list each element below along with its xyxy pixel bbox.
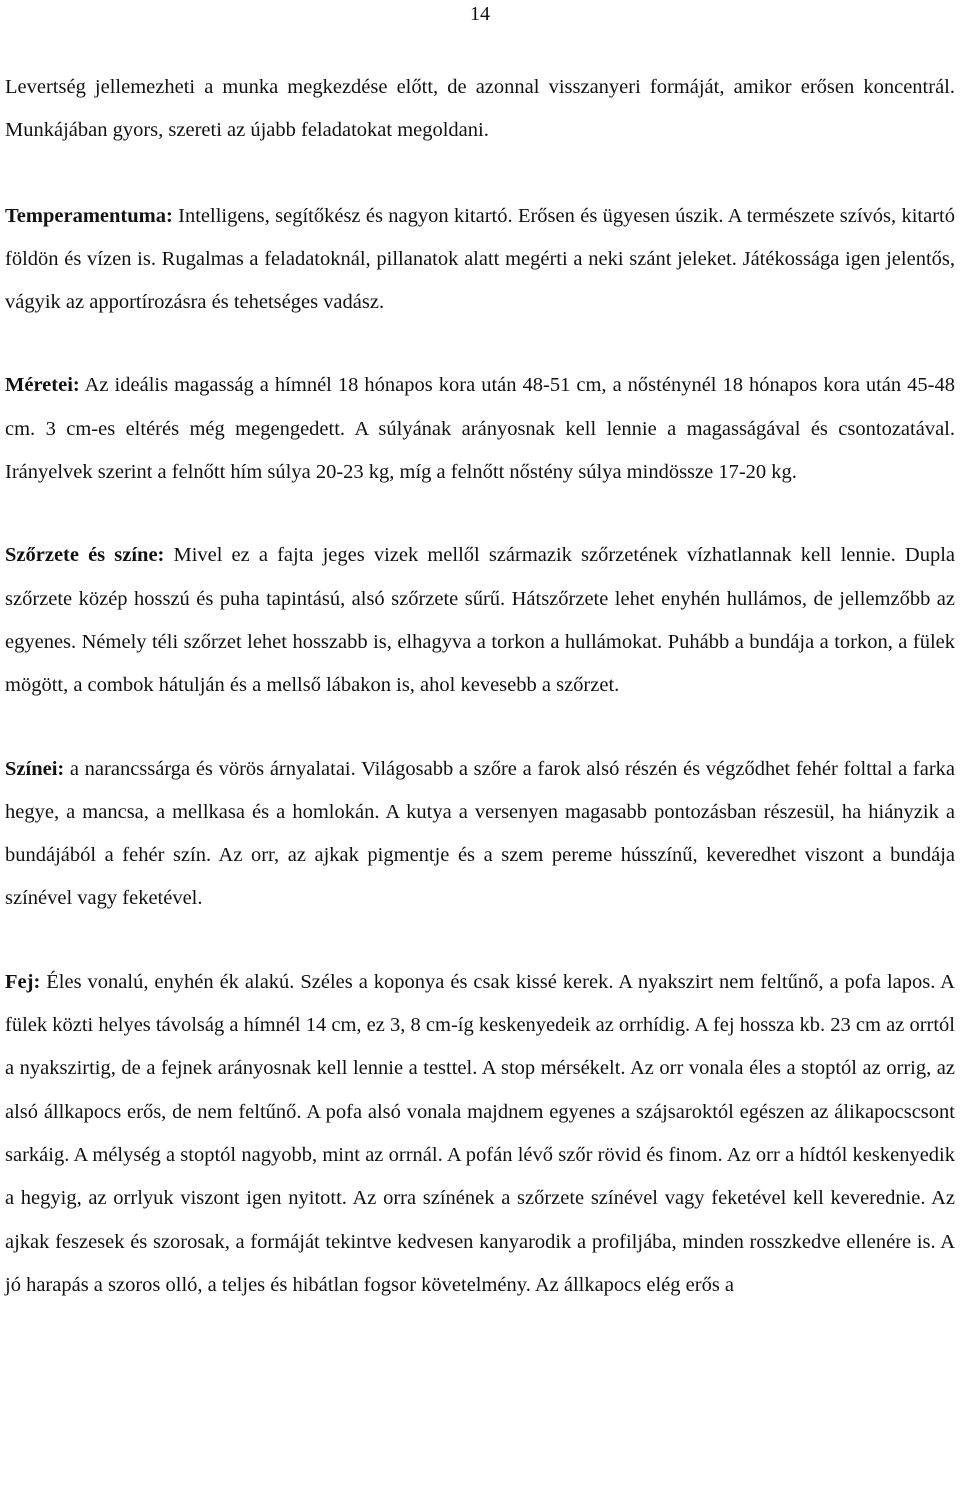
document-body	[5, 66, 955, 1307]
heading-coat: Szőrzete és színe:	[5, 544, 165, 567]
heading-temperament: Temperamentuma:	[5, 204, 173, 227]
paragraph-dimensions	[5, 364, 955, 494]
paragraph-intro-text: Levertség jellemezheti a munka megkezdése előtt, de azonnal visszanyeri formáját, amikor erősen koncentrál. Munkájában gyors, szereti az újabb feladatokat megoldani.	[5, 76, 955, 142]
paragraph-coat-text: Mivel ez a fajta jeges vizek mellől származik szőrzetének vízhatlannak kell lennie. Dupla szőrzete közép hosszú és puha tapintású, alsó szőrzete sűrű. Hátszőrzete lehet enyhén hullámos, de jellemzőbb az egyenes. Némely téli szőrzet lehet hosszabb is, elhagyva a torkon a hullámokat. Puhább a bundája a torkon, a fülek mögött, a combok hátulján és a mellső lábakon is, ahol kevesebb a szőrzet.	[5, 544, 955, 697]
paragraph-head	[5, 961, 955, 1307]
paragraph-head-text: Éles vonalú, enyhén ék alakú. Széles a koponya és csak kissé kerek. A nyakszirt nem feltűnő, a pofa lapos. A fülek közti helyes távolság a hímnél 14 cm, ez 3, 8 cm-íg keskenyedeik az orrhídig. A fej hossza kb. 23 cm az orrtól a nyakszirtig, de a fejnek arányosnak kell lennie a testtel. A stop mérsékelt. Az orr vonala éles a stoptól az orrig, az alsó állkapocs erős, de nem feltűnő. A pofa alsó vonala majdnem egyenes a szájsaroktól egészen az álikapocscsont sarkáig. A mélység a stoptól nagyobb, mint az orrnál. A pofán lévő szőr rövid és finom. Az orr a hídtól keskenyedik a hegyig, az orrlyuk viszont igen nyitott. Az orra színének a szőrzete színével vagy feketével kell keverednie. Az ajkak feszesek és szorosak, a formáját tekintve kedvesen kanyarodik a profiljába, minden rosszkedve ellenére is. A jó harapás a szoros olló, a teljes és hibátlan fogsor követelmény. Az állkapocs elég erős a	[5, 970, 955, 1296]
heading-head: Fej:	[5, 970, 41, 993]
paragraph-coat	[5, 534, 955, 707]
page-number: 14	[470, 3, 490, 25]
paragraph-temperament-text: Intelligens, segítőkész és nagyon kitartó. Erősen és ügyesen úszik. A természete szívós, kitartó földön és vízen is. Rugalmas a feladatoknál, pillanatok alatt megérti a neki szánt jeleket. Játékossága igen jelentős, vágyik az apportírozásra és tehetséges vadász.	[5, 204, 955, 314]
heading-colors: Színei:	[5, 757, 65, 780]
paragraph-temperament	[5, 195, 955, 325]
paragraph-intro	[5, 66, 955, 153]
paragraph-dimensions-text: Az ideális magasság a hímnél 18 hónapos kora után 48-51 cm, a nősténynél 18 hónapos kora után 45-48 cm. 3 cm-es eltérés még megengedett. A súlyának arányosnak kell lennie a magasságával és csontozatával. Irányelvek szerint a felnőtt hím súlya 20-23 kg, míg a felnőtt nőstény súlya mindössze 17-20 kg.	[5, 374, 955, 484]
paragraph-colors-text: a narancssárga és vörös árnyalatai. Világosabb a szőre a farok alsó részén és végződhet fehér folttal a farka hegye, a mancsa, a mellkasa és a homlokán. A kutya a versenyen magasabb pontozásban részesül, ha hiányzik a bundájából a fehér szín. Az orr, az ajkak pigmentje és a szem pereme hússzínű, keveredhet viszont a bundája színével vagy feketével.	[5, 757, 955, 910]
paragraph-colors	[5, 748, 955, 921]
heading-dimensions: Méretei:	[5, 374, 80, 397]
